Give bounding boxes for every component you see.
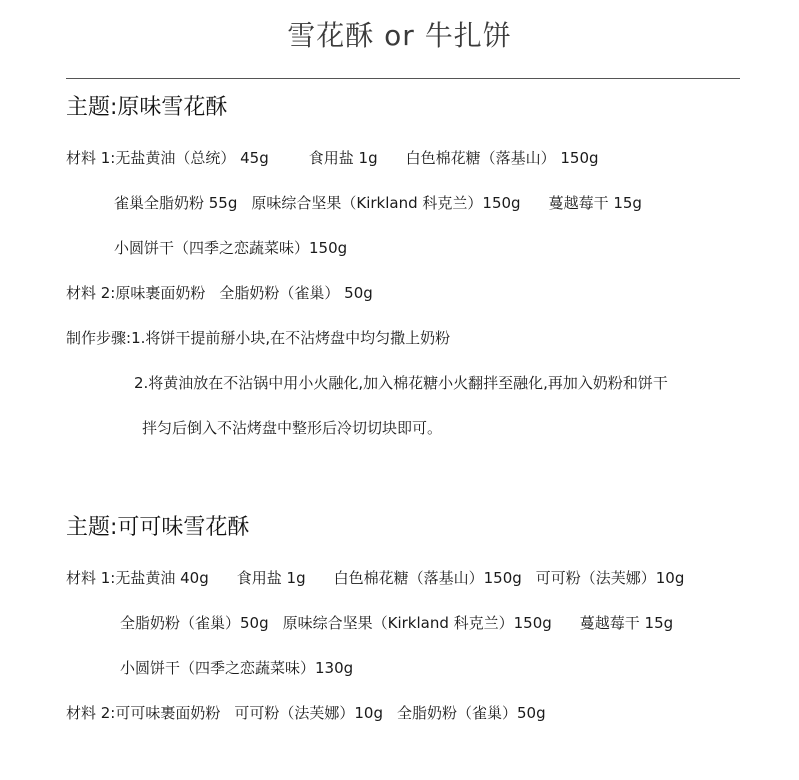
step-text: 拌匀后倒入不沾烤盘中整形后冷切切块即可。 <box>142 419 443 437</box>
step-text: 2.将黄油放在不沾锅中用小火融化,加入棉花糖小火翻拌至融化,再加入奶粉和饼干 <box>134 374 668 392</box>
s1-materials1-line2 <box>114 193 642 213</box>
materials2-label: 材料 2: <box>66 704 116 722</box>
s2-materials1-line1 <box>66 568 684 588</box>
title-divider <box>66 78 740 79</box>
ingredient: 白色棉花糖（落基山） 150g <box>405 149 599 167</box>
s1-steps-line1 <box>66 328 450 348</box>
materials1-label: 材料 1: <box>66 149 116 167</box>
ingredient: 原味综合坚果（Kirkland 科克兰）150g <box>282 614 552 632</box>
steps-label: 制作步骤: <box>66 329 132 347</box>
s1-materials1-line3 <box>114 238 347 258</box>
ingredient: 食用盐 1g <box>236 569 306 587</box>
section-heading-cocoa: 主题:可可味雪花酥 <box>66 515 250 540</box>
s1-materials2-line <box>66 283 373 303</box>
ingredient: 可可粉（法芙娜）10g <box>535 569 685 587</box>
ingredient: 蔓越莓干 15g <box>579 614 674 632</box>
ingredient: 食用盐 1g <box>308 149 378 167</box>
ingredient: 无盐黄油（总统） 45g <box>115 149 269 167</box>
s1-steps-line2 <box>134 373 668 393</box>
ingredient: 小圆饼干（四季之恋蔬菜味）130g <box>120 659 354 677</box>
ingredient: 原味裹面奶粉 <box>115 284 206 302</box>
step-text: 1.将饼干提前掰小块,在不沾烤盘中均匀撒上奶粉 <box>131 329 451 347</box>
s1-steps-line3 <box>142 418 442 438</box>
ingredient: 白色棉花糖（落基山）150g <box>333 569 522 587</box>
ingredient: 雀巢全脂奶粉 55g <box>114 194 238 212</box>
s2-materials1-line3 <box>120 658 353 678</box>
s2-materials1-line2 <box>120 613 673 633</box>
ingredient: 小圆饼干（四季之恋蔬菜味）150g <box>114 239 348 257</box>
ingredient: 可可味裹面奶粉 <box>115 704 221 722</box>
ingredient: 无盐黄油 40g <box>115 569 209 587</box>
ingredient: 全脂奶粉（雀巢）50g <box>397 704 546 722</box>
section-heading-original: 主题:原味雪花酥 <box>66 95 228 120</box>
ingredient: 全脂奶粉（雀巢） 50g <box>219 284 373 302</box>
materials2-label: 材料 2: <box>66 284 116 302</box>
ingredient: 蔓越莓干 15g <box>548 194 642 212</box>
materials1-label: 材料 1: <box>66 569 116 587</box>
ingredient: 可可粉（法芙娜）10g <box>234 704 383 722</box>
document-title: 雪花酥 or 牛扎饼 <box>287 19 512 52</box>
s2-materials2-line <box>66 703 546 723</box>
s1-materials1-line1 <box>66 148 599 168</box>
ingredient: 全脂奶粉（雀巢）50g <box>120 614 269 632</box>
ingredient: 原味综合坚果（Kirkland 科克兰）150g <box>251 194 521 212</box>
